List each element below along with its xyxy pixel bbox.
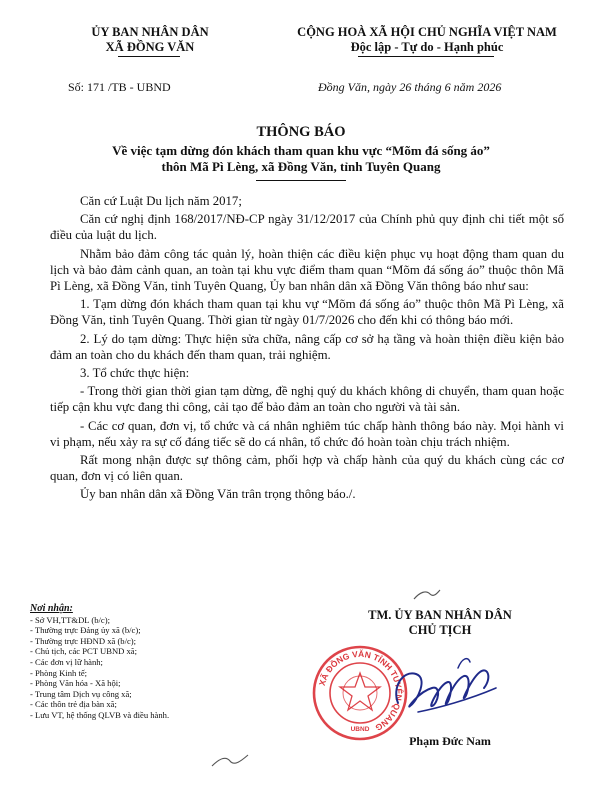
recipient-item: - Phòng Kinh tế; [30,667,88,678]
recipient-item: - Các thôn trẻ địa bàn xã; [30,699,117,710]
national-motto-line1: CỘNG HOÀ XÃ HỘI CHỦ NGHĨA VIỆT NAM [297,25,557,39]
item-1-suspension: 1. Tạm dừng đón khách tham quan tại khu vự “Mõm đá sống áo” thuộc thôn Mã Pì Lèng, xã Đồng Văn, tỉnh Tuyên Quang. Thời gian từ ngày 01/7/2026 cho đến khi có thông báo mới. [50,297,564,328]
national-motto-line2: Độc lập - Tự do - Hạnh phúc [350,40,504,54]
recipient-item: - Sở VH,TT&DL (b/c); [30,614,110,625]
item-3-heading: 3. Tổ chức thực hiện: [80,366,190,381]
clerk-initial-icon [210,752,250,770]
recipient-item: - Trung tâm Dịch vụ công xã; [30,688,132,699]
date-day: 26 [399,80,412,94]
issuer-line2: XÃ ĐỒNG VĂN [105,40,195,54]
recipient-item: - Thường trực HĐND xã (b/c); [30,635,137,646]
issuer-line1: ỦY BAN NHÂN DÂN [91,25,209,39]
issuer-underline [118,56,180,57]
handwritten-signature-icon [388,648,508,726]
date-prefix: Đồng Văn, ngày [318,80,400,94]
motto-underline [358,56,494,57]
signer-organization: TM. ỦY BAN NHÂN DÂN [368,608,512,622]
document-title-block [40,124,562,175]
signer-position: CHỦ TỊCH [408,623,472,637]
closing-statement: Ủy ban nhân dân xã Đồng Văn trân trọng thông báo./. [80,487,356,502]
initial-mark-icon [412,588,442,602]
signer-name: Phạm Đức Nam [409,734,491,748]
document-body [50,193,564,505]
recipient-item: - Phòng Văn hóa - Xã hội; [30,678,121,689]
item-3-point-1: - Trong thời gian thời gian tạm dừng, đề nghị quý du khách không di chuyển, tham quan hoặc tiếp cận khu vực đang thi công, cải tạo để bảo đảm an toàn cho người và tài sản. [50,384,564,415]
signature-block [340,608,540,638]
recipient-item: - Các đơn vị lữ hành; [30,656,103,667]
issuer-header [60,25,240,55]
recipients-block [30,604,280,721]
recipient-item: - Thường trực Đảng ủy xã (b/c); [30,625,141,636]
document-number: Số: 171 /TB - UBND [68,80,171,94]
document-title: THÔNG BÁO [256,124,346,140]
item-2-reason: 2. Lý do tạm dừng: Thực hiện sửa chữa, nâng cấp cơ sở hạ tầng và hoàn thiện điều kiện bảo đảm an toàn cho du khách đến tham quan, trải nghiệm. [50,331,564,362]
purpose-paragraph: Nhằm bảo đảm công tác quản lý, hoàn thiện các điều kiện phục vụ hoạt động tham quan du lịch và bảo đảm cảnh quan, an toàn tại khu vực điểm tham quan “Mõm đá sống áo” thuộc thôn Mã Pì Lèng, xã Đồng Văn, tỉnh Tuyên Quang, Ủy ban nhân dân xã Đồng Văn thông báo như sau: [50,246,564,294]
item-3-point-2: - Các cơ quan, đơn vị, tổ chức và cá nhân nghiêm túc chấp hành thông báo này. Mọi hành vi vi phạm, nếu xảy ra sự cố đáng tiếc sẽ do cá nhân, tổ chức đó hoàn toàn chịu trách nhiệm. [50,418,564,449]
seal-ring-text: XÃ ĐỒNG VĂN TỈNH TUYÊN QUANG [316,648,405,734]
legal-basis-1: Căn cứ Luật Du lịch năm 2017; [80,194,242,208]
seal-bottom-text: UBND [350,726,370,733]
legal-basis-2: Căn cứ nghị định 168/2017/NĐ-CP ngày 31/12/2017 của Chính phủ quy định chi tiết một số điều của luật du lịch. [50,212,564,243]
document-date [318,80,501,95]
document-subject-line2: thôn Mã Pì Lèng, xã Đồng Văn, tỉnh Tuyên Quang [161,159,441,174]
national-header [268,25,586,55]
recipient-item: - Chủ tịch, các PCT UBND xã; [30,646,138,657]
recipients-title: Nơi nhận: [30,603,73,614]
closing-request: Rất mong nhận được sự thông cảm, phối hợp và chấp hành của quý du khách cùng các cơ quan, đơn vị có liên quan. [50,453,564,484]
document-subject-line1: Về việc tạm dừng đón khách tham quan khu vực “Mõm đá sống áo” [112,143,490,158]
date-rest: tháng 6 năm 2026 [411,80,502,94]
recipient-item: - Lưu VT, hệ thống QLVB và điều hành. [30,709,170,720]
title-underline [256,180,346,181]
